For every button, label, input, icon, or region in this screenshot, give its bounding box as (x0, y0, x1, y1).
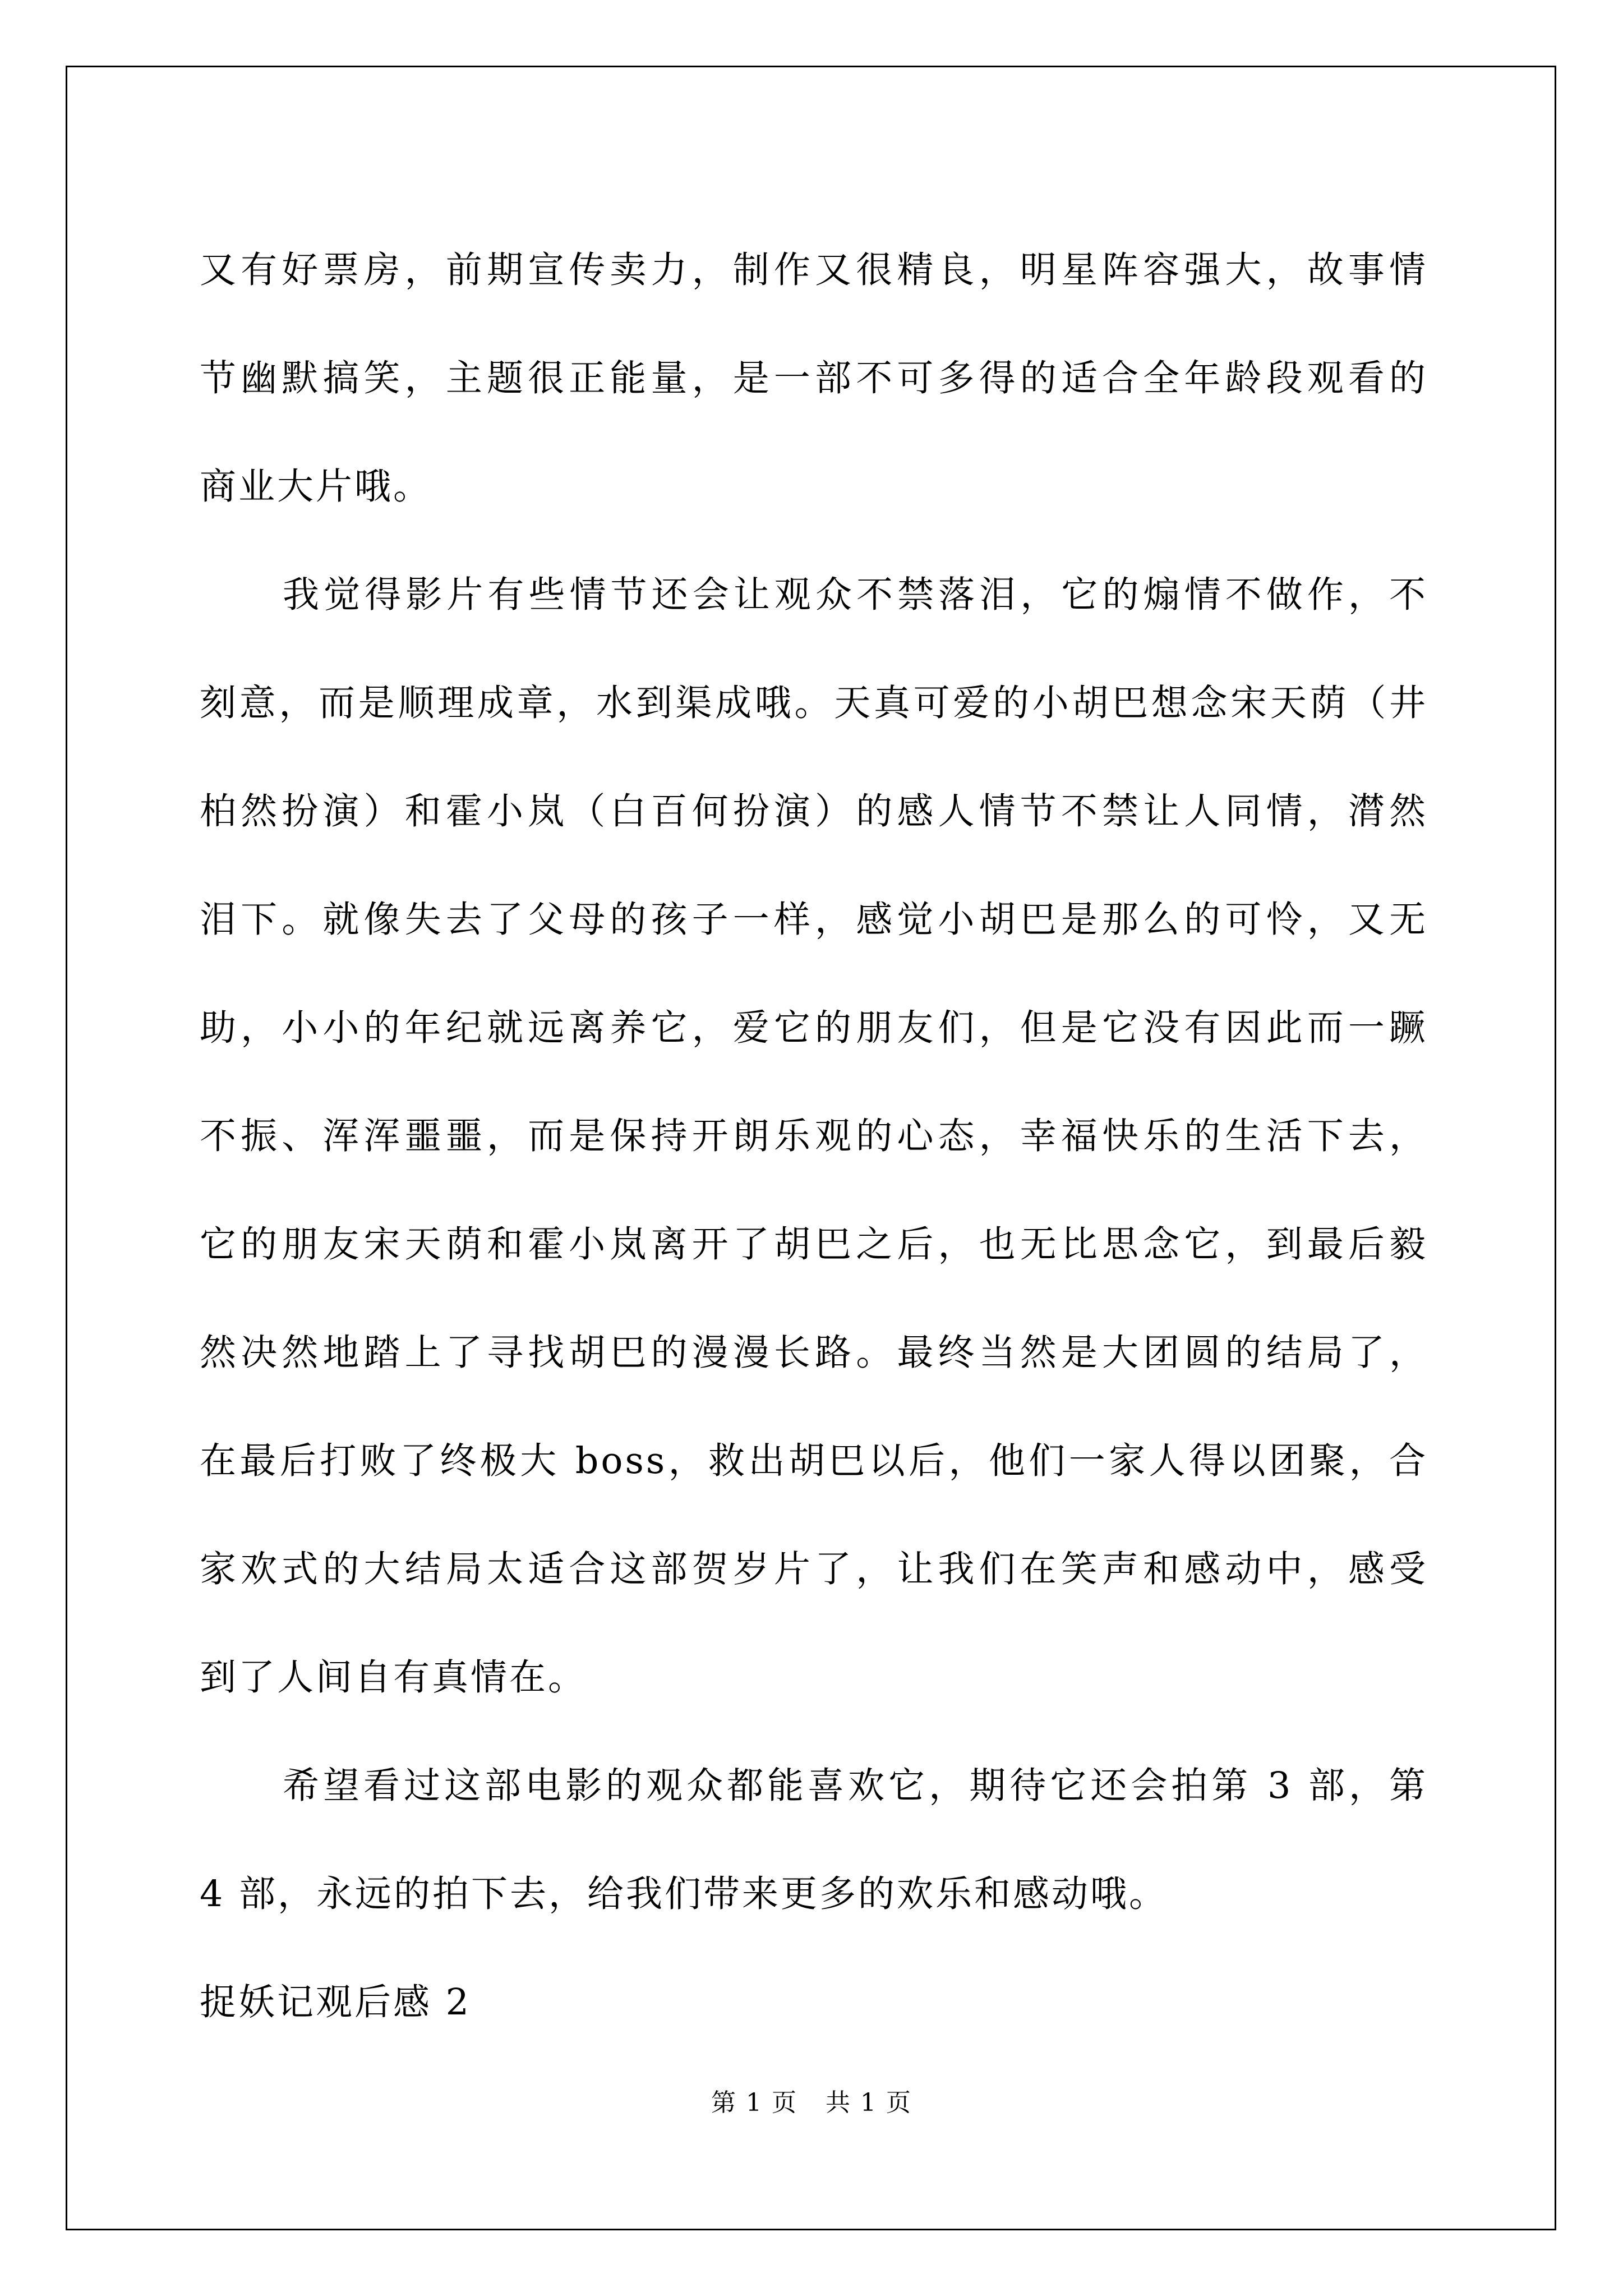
text-line: 节幽默搞笑，主题很正能量，是一部不可多得的适合全年龄段观看的 (200, 357, 1428, 399)
text-line: 到了人间自有真情在。 (200, 1657, 587, 1699)
page-total: 共 1 页 (826, 2088, 912, 2117)
text-line: 又有好票房，前期宣传卖力，制作又很精良，明星阵容强大，故事情 (200, 249, 1428, 291)
text-line: 商业大片哦。 (200, 466, 432, 508)
text-line: 然决然地踏上了寻找胡巴的漫漫长路。最终当然是大团圆的结局了， (200, 1332, 1428, 1374)
text-line: 家欢式的大结局太适合这部贺岁片了，让我们在笑声和感动中，感受 (200, 1548, 1428, 1590)
text-line: 刻意，而是顺理成章，水到渠成哦。天真可爱的小胡巴想念宋天荫（井 (200, 682, 1428, 724)
text-line: 在最后打败了终极大 boss，救出胡巴以后，他们一家人得以团聚，合 (200, 1440, 1428, 1482)
text-line: 不振、浑浑噩噩，而是保持开朗乐观的心态，幸福快乐的生活下去， (200, 1115, 1428, 1157)
document-body (200, 216, 1428, 2056)
section-heading: 捉妖记观后感 2 (200, 1981, 472, 2023)
text-line: 助，小小的年纪就远离养它，爱它的朋友们，但是它没有因此而一蹶 (200, 1007, 1428, 1049)
text-line: 柏然扮演）和霍小岚（白百何扮演）的感人情节不禁让人同情，潸然 (200, 790, 1428, 832)
text-line: 希望看过这部电影的观众都能喜欢它，期待它还会拍第 3 部，第 (283, 1765, 1428, 1807)
text-line: 我觉得影片有些情节还会让观众不禁落泪，它的煽情不做作，不 (283, 574, 1428, 616)
page-number: 第 1 页 (711, 2088, 797, 2117)
text-line: 泪下。就像失去了父母的孩子一样，感觉小胡巴是那么的可怜，又无 (200, 899, 1428, 941)
page-footer (0, 2082, 1623, 2118)
text-line: 4 部，永远的拍下去，给我们带来更多的欢乐和感动哦。 (200, 1873, 1168, 1915)
text-line: 它的朋友宋天荫和霍小岚离开了胡巴之后，也无比思念它，到最后毅 (200, 1223, 1428, 1266)
